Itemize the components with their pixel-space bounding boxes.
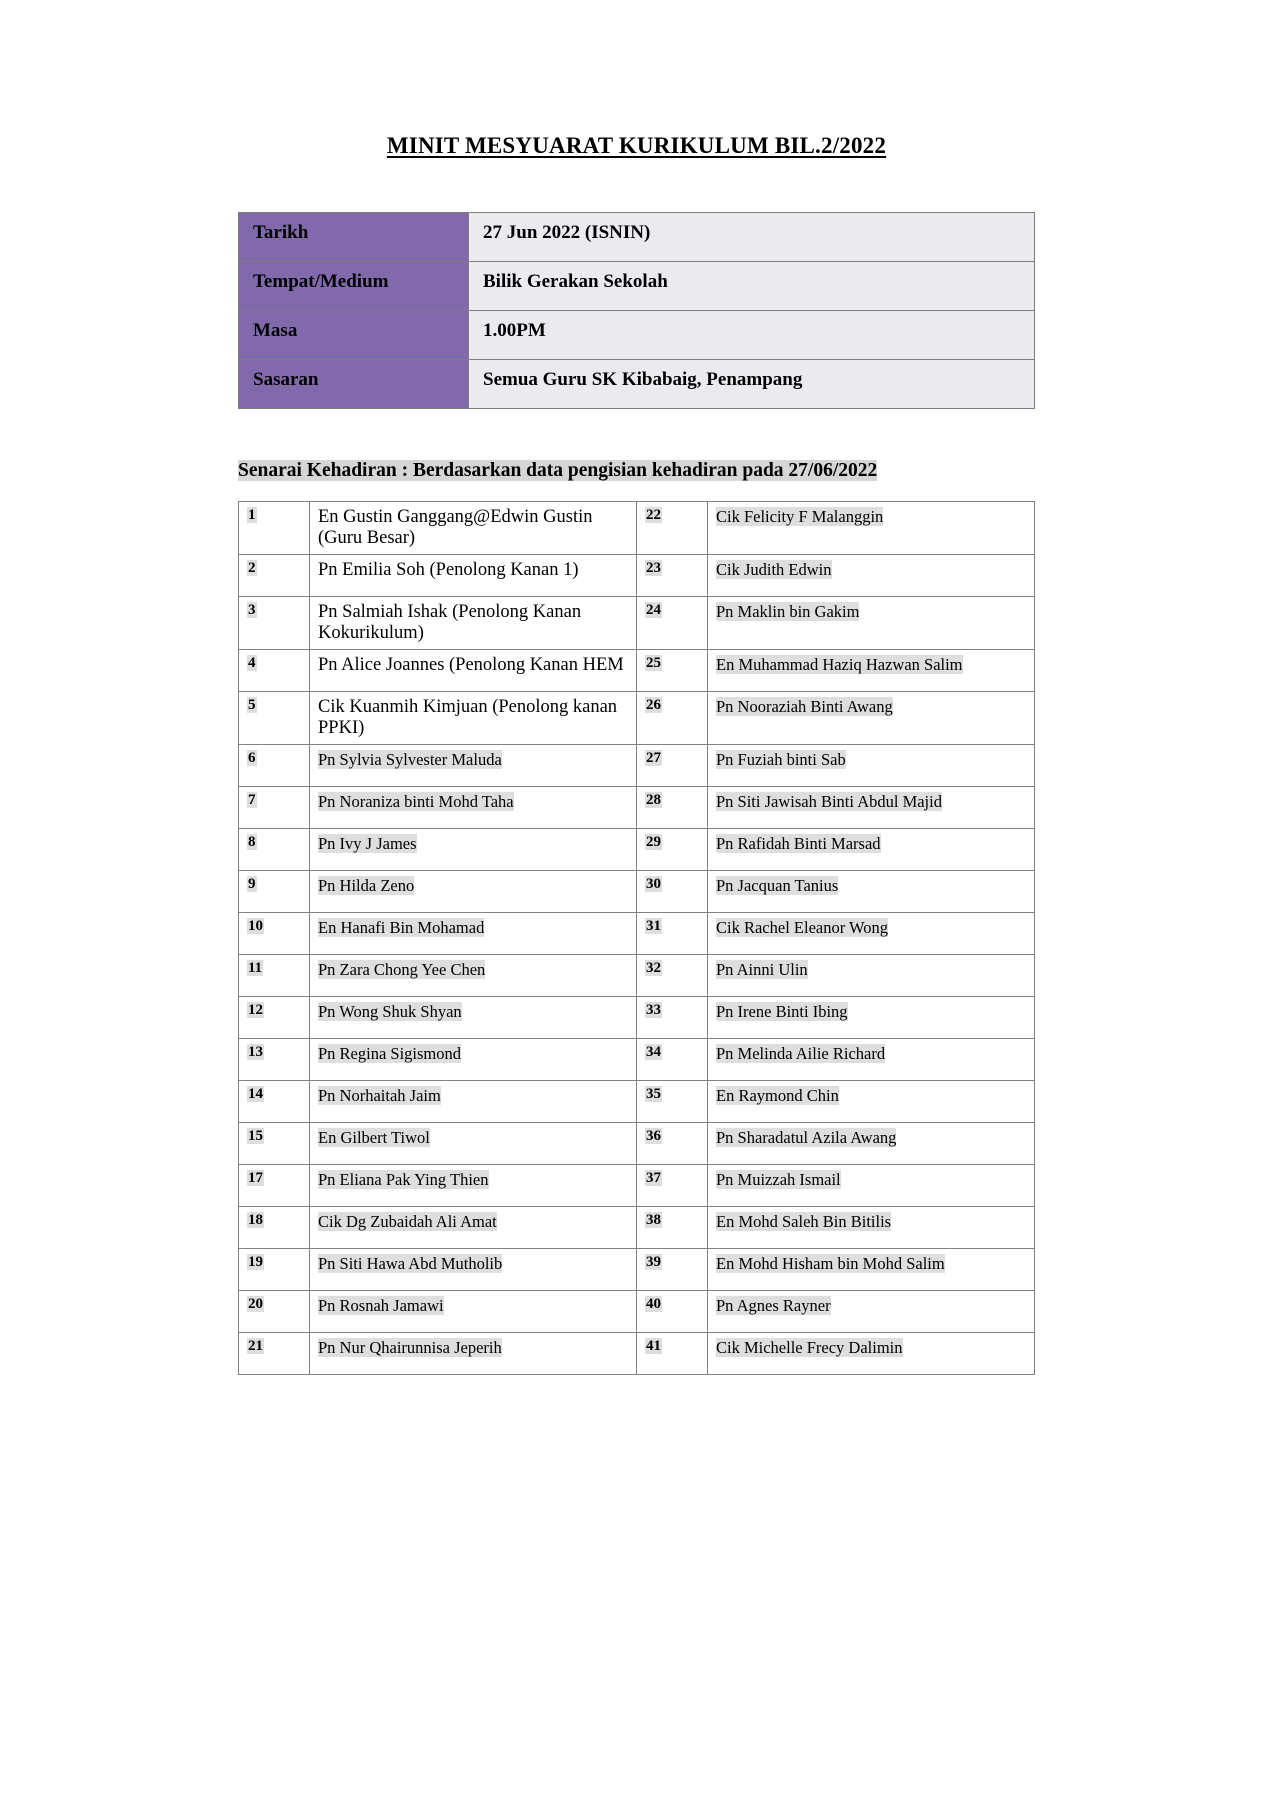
attendee-number	[637, 913, 708, 955]
attendee-number	[637, 502, 708, 555]
attendee-number	[239, 1039, 310, 1081]
attendee-number-text: 4	[248, 655, 256, 672]
attendee-number	[637, 787, 708, 829]
attendee-number-text: 40	[646, 1296, 661, 1313]
attendee-number	[637, 1039, 708, 1081]
attendee-name-text: Pn Siti Hawa Abd Mutholib	[318, 1254, 503, 1274]
attendee-number-text: 34	[646, 1044, 661, 1061]
table-row	[239, 692, 1035, 745]
attendee-number-text: 15	[248, 1128, 263, 1145]
attendee-number-text: 32	[646, 960, 661, 977]
attendee-name	[310, 871, 637, 913]
attendee-name	[708, 555, 1035, 597]
attendee-number-text: 29	[646, 834, 661, 851]
attendee-number	[637, 650, 708, 692]
attendee-name-text: Pn Maklin bin Gakim	[716, 602, 860, 622]
attendee-name-text: Cik Felicity F Malanggin	[716, 507, 884, 527]
attendee-number	[637, 1123, 708, 1165]
attendee-number-text: 21	[248, 1338, 263, 1355]
attendance-section	[238, 485, 1035, 1375]
attendee-number-text: 27	[646, 750, 661, 767]
attendee-number	[637, 1249, 708, 1291]
attendee-name	[310, 997, 637, 1039]
meeting-details-body	[239, 213, 1035, 409]
attendee-name-text: Pn Rosnah Jamawi	[318, 1296, 444, 1316]
table-row	[239, 871, 1035, 913]
attendee-number-text: 13	[248, 1044, 263, 1061]
attendee-number	[239, 829, 310, 871]
attendee-name-text: En Hanafi Bin Mohamad	[318, 918, 485, 938]
attendee-number	[239, 871, 310, 913]
attendee-name	[310, 1165, 637, 1207]
attendee-name	[708, 787, 1035, 829]
meeting-detail-label: Tempat/Medium	[239, 262, 469, 311]
attendee-name-text: Pn Fuziah binti Sab	[716, 750, 846, 770]
attendee-name-text: Pn Melinda Ailie Richard	[716, 1044, 886, 1064]
attendee-number-text: 41	[646, 1338, 661, 1355]
attendee-number	[239, 1123, 310, 1165]
attendee-name-text: Pn Salmiah Ishak (Penolong Kanan Kokurikulum)	[318, 602, 582, 644]
attendee-name-text: Pn Siti Jawisah Binti Abdul Majid	[716, 792, 942, 812]
attendee-number	[239, 913, 310, 955]
meeting-detail-label: Sasaran	[239, 360, 469, 409]
attendee-number	[637, 1081, 708, 1123]
attendee-name	[310, 1081, 637, 1123]
attendee-number-text: 14	[248, 1086, 263, 1103]
attendee-number	[637, 745, 708, 787]
attendee-name-text: En Gilbert Tiwol	[318, 1128, 430, 1148]
attendee-name	[310, 597, 637, 650]
attendee-number	[239, 745, 310, 787]
attendee-name-text: En Muhammad Haziq Hazwan Salim	[716, 655, 963, 675]
attendee-name	[708, 1123, 1035, 1165]
attendee-number-text: 11	[248, 960, 263, 977]
meeting-detail-label: Tarikh	[239, 213, 469, 262]
attendee-name	[310, 1207, 637, 1249]
attendee-number-text: 1	[248, 507, 256, 524]
attendee-name	[310, 1123, 637, 1165]
attendee-number-text: 2	[248, 560, 256, 577]
table-row	[239, 1081, 1035, 1123]
attendee-name	[708, 997, 1035, 1039]
attendee-name-text: Pn Eliana Pak Ying Thien	[318, 1170, 489, 1190]
attendee-number	[637, 555, 708, 597]
meeting-details-row	[239, 311, 1035, 360]
attendee-name-text: Cik Kuanmih Kimjuan (Penolong kanan PPKI)	[318, 697, 618, 739]
table-row	[239, 829, 1035, 871]
attendee-number-text: 24	[646, 602, 661, 619]
attendee-name-text: En Mohd Saleh Bin Bitilis	[716, 1212, 892, 1232]
attendee-name	[708, 692, 1035, 745]
attendee-number-text: 30	[646, 876, 661, 893]
attendee-name-text: En Raymond Chin	[716, 1086, 839, 1106]
meeting-details-table	[238, 212, 1035, 409]
attendee-name	[310, 555, 637, 597]
attendee-name-text: Pn Regina Sigismond	[318, 1044, 462, 1064]
attendee-name	[310, 1333, 637, 1375]
attendee-number-text: 3	[248, 602, 256, 619]
attendee-name-text: Cik Michelle Frecy Dalimin	[716, 1338, 903, 1358]
page-title-text: MINIT MESYUARAT KURIKULUM BIL.2/2022	[386, 133, 887, 158]
attendee-name	[310, 650, 637, 692]
attendee-name	[310, 1039, 637, 1081]
attendee-number	[637, 1207, 708, 1249]
attendee-number-text: 25	[646, 655, 661, 672]
attendee-number-text: 36	[646, 1128, 661, 1145]
attendee-number-text: 28	[646, 792, 661, 809]
attendee-number	[637, 871, 708, 913]
attendee-name	[310, 692, 637, 745]
attendee-name	[310, 955, 637, 997]
attendee-number-text: 6	[248, 750, 256, 767]
attendee-number	[637, 1291, 708, 1333]
attendee-number	[239, 955, 310, 997]
attendee-number-text: 7	[248, 792, 256, 809]
table-row	[239, 1039, 1035, 1081]
table-row	[239, 1291, 1035, 1333]
attendee-name-text: Pn Emilia Soh (Penolong Kanan 1)	[318, 560, 579, 581]
attendee-name	[708, 1207, 1035, 1249]
table-row	[239, 913, 1035, 955]
attendee-number	[239, 555, 310, 597]
attendee-name-text: Pn Noraniza binti Mohd Taha	[318, 792, 514, 812]
attendee-number-text: 10	[248, 918, 263, 935]
attendee-name-text: Pn Rafidah Binti Marsad	[716, 834, 881, 854]
attendee-number	[637, 1333, 708, 1375]
attendee-number	[239, 1207, 310, 1249]
attendee-number-text: 22	[646, 507, 661, 524]
table-row	[239, 1207, 1035, 1249]
attendee-number-text: 17	[248, 1170, 263, 1187]
table-row	[239, 502, 1035, 555]
meeting-detail-value: 27 Jun 2022 (ISNIN)	[469, 213, 1035, 262]
meeting-details-row	[239, 213, 1035, 262]
table-row	[239, 555, 1035, 597]
attendee-name-text: Pn Agnes Rayner	[716, 1296, 831, 1316]
attendee-number-text: 5	[248, 697, 256, 714]
attendee-name	[708, 1333, 1035, 1375]
attendee-number-text: 33	[646, 1002, 661, 1019]
attendee-number	[637, 1165, 708, 1207]
attendee-number-text: 18	[248, 1212, 263, 1229]
table-row	[239, 745, 1035, 787]
attendee-name	[708, 502, 1035, 555]
attendee-number	[239, 787, 310, 829]
attendee-name	[310, 829, 637, 871]
attendee-name	[708, 1249, 1035, 1291]
meeting-details-row	[239, 262, 1035, 311]
attendee-name-text: Pn Zara Chong Yee Chen	[318, 960, 486, 980]
table-row	[239, 1165, 1035, 1207]
attendee-number	[637, 692, 708, 745]
attendance-table-body	[239, 502, 1035, 1375]
attendee-name-text: Pn Nooraziah Binti Awang	[716, 697, 893, 717]
attendee-number	[239, 1081, 310, 1123]
table-row	[239, 1249, 1035, 1291]
attendee-name-text: Pn Ivy J James	[318, 834, 417, 854]
meeting-detail-value: 1.00PM	[469, 311, 1035, 360]
attendee-number	[637, 955, 708, 997]
attendee-name	[310, 787, 637, 829]
attendee-number	[239, 650, 310, 692]
attendee-name-text: Pn Sylvia Sylvester Maluda	[318, 750, 502, 770]
meeting-details-row	[239, 360, 1035, 409]
attendee-number	[637, 829, 708, 871]
attendee-name	[708, 871, 1035, 913]
attendee-name-text: Cik Judith Edwin	[716, 560, 832, 580]
table-row	[239, 997, 1035, 1039]
table-row	[239, 597, 1035, 650]
attendee-number	[239, 1333, 310, 1375]
attendee-name	[310, 502, 637, 555]
attendee-name	[708, 650, 1035, 692]
attendee-name	[310, 745, 637, 787]
attendee-number-text: 12	[248, 1002, 263, 1019]
page-title	[0, 0, 1273, 159]
attendee-name	[708, 745, 1035, 787]
attendee-name	[310, 1249, 637, 1291]
table-row	[239, 1123, 1035, 1165]
attendee-number	[239, 1249, 310, 1291]
attendee-name-text: Pn Norhaitah Jaim	[318, 1086, 441, 1106]
attendee-number	[637, 997, 708, 1039]
attendee-name	[708, 1165, 1035, 1207]
attendee-name	[310, 913, 637, 955]
attendee-name-text: En Mohd Hisham bin Mohd Salim	[716, 1254, 945, 1274]
meeting-details-section	[238, 159, 1035, 409]
attendee-number-text: 20	[248, 1296, 263, 1313]
attendee-name	[708, 597, 1035, 650]
attendee-name-text: Pn Hilda Zeno	[318, 876, 415, 896]
attendee-name	[708, 913, 1035, 955]
attendee-name	[708, 1039, 1035, 1081]
attendee-number-text: 19	[248, 1254, 263, 1271]
attendee-name-text: Cik Rachel Eleanor Wong	[716, 918, 889, 938]
attendee-number	[239, 502, 310, 555]
attendee-name	[708, 1291, 1035, 1333]
attendee-name	[310, 1291, 637, 1333]
attendee-name	[708, 829, 1035, 871]
meeting-detail-label: Masa	[239, 311, 469, 360]
attendee-number-text: 23	[646, 560, 661, 577]
attendee-name-text: Pn Nur Qhairunnisa Jeperih	[318, 1338, 502, 1358]
meeting-detail-value: Bilik Gerakan Sekolah	[469, 262, 1035, 311]
attendance-heading-wrap	[238, 409, 1035, 485]
attendee-number-text: 8	[248, 834, 256, 851]
attendee-number-text: 31	[646, 918, 661, 935]
attendee-name-text: Pn Alice Joannes (Penolong Kanan HEM	[318, 655, 624, 676]
attendee-number	[239, 1291, 310, 1333]
table-row	[239, 650, 1035, 692]
attendee-name-text: Pn Jacquan Tanius	[716, 876, 839, 896]
table-row	[239, 955, 1035, 997]
attendee-number	[239, 597, 310, 650]
table-row	[239, 787, 1035, 829]
attendee-name	[708, 1081, 1035, 1123]
attendee-number	[239, 692, 310, 745]
attendee-name-text: Pn Muizzah Ismail	[716, 1170, 841, 1190]
attendee-name-text: Pn Sharadatul Azila Awang	[716, 1128, 897, 1148]
attendee-number-text: 38	[646, 1212, 661, 1229]
attendee-name-text: En Gustin Ganggang@Edwin Gustin (Guru Besar)	[318, 507, 593, 549]
attendee-name-text: Pn Ainni Ulin	[716, 960, 808, 980]
attendance-heading: Senarai Kehadiran : Berdasarkan data pengisian kehadiran pada 27/06/2022	[238, 460, 878, 481]
attendee-number-text: 26	[646, 697, 661, 714]
attendee-number-text: 9	[248, 876, 256, 893]
attendee-name	[708, 955, 1035, 997]
attendee-name-text: Pn Irene Binti Ibing	[716, 1002, 848, 1022]
meeting-detail-value: Semua Guru SK Kibabaig, Penampang	[469, 360, 1035, 409]
attendee-name-text: Pn Wong Shuk Shyan	[318, 1002, 462, 1022]
attendance-table	[238, 501, 1035, 1375]
attendee-number	[637, 597, 708, 650]
attendee-number-text: 39	[646, 1254, 661, 1271]
attendee-number	[239, 997, 310, 1039]
attendee-number-text: 37	[646, 1170, 661, 1187]
attendee-number-text: 35	[646, 1086, 661, 1103]
attendee-name-text: Cik Dg Zubaidah Ali Amat	[318, 1212, 497, 1232]
table-row	[239, 1333, 1035, 1375]
attendee-number	[239, 1165, 310, 1207]
